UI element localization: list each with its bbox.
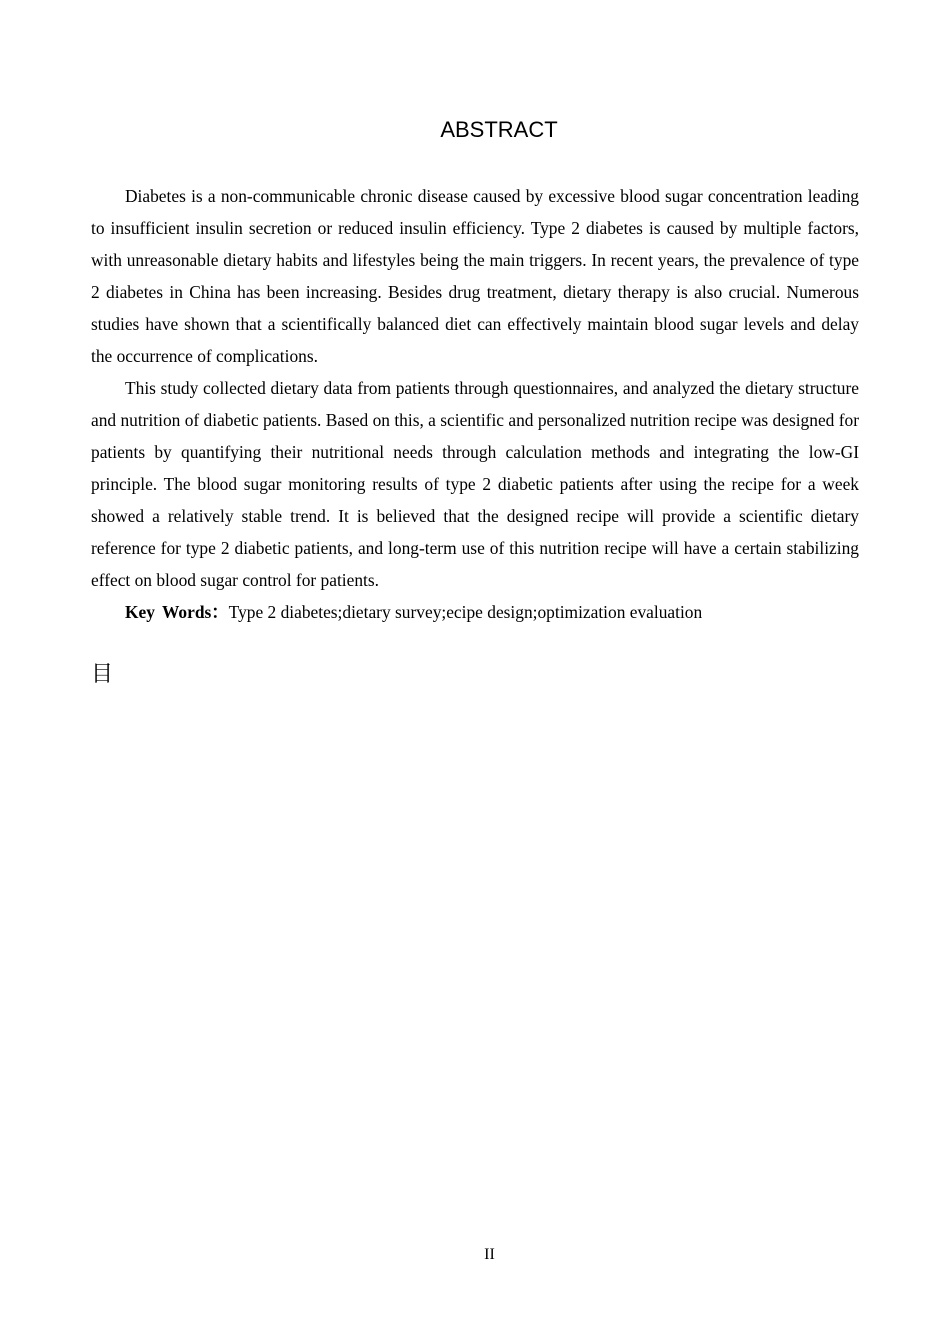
keywords-line: [91, 596, 859, 628]
page-number: II: [484, 1246, 495, 1263]
toc-heading: 目: [91, 662, 114, 687]
abstract-body: [91, 180, 859, 628]
keywords-label: Key Words: [125, 602, 212, 622]
abstract-title: ABSTRACT: [440, 117, 558, 142]
keywords-separator: ：: [211, 602, 229, 622]
abstract-paragraph-2: This study collected dietary data from patients through questionnaires, and analyzed the dietary structure and nutrition of diabetic patients. Based on this, a scientific and personalized nutrition recipe was designed for patients by quantifying their nutritional needs through calculation methods and integrating the low-GI principle. The blood sugar monitoring results of type 2 diabetic patients after using the recipe for a week showed a relatively stable trend. It is believed that the designed recipe will provide a scientific dietary reference for type 2 diabetic patients, and long-term use of this nutrition recipe will have a certain stabilizing effect on blood sugar control for patients.: [91, 378, 859, 590]
keywords-value: Type 2 diabetes;dietary survey;ecipe design;optimization evaluation: [228, 602, 703, 622]
abstract-paragraph-1: Diabetes is a non-communicable chronic disease caused by excessive blood sugar concentration leading to insufficient insulin secretion or reduced insulin efficiency. Type 2 diabetes is caused by multiple factors, with unreasonable dietary habits and lifestyles being the main triggers. In recent years, the prevalence of type 2 diabetes in China has been increasing. Besides drug treatment, dietary therapy is also crucial. Numerous studies have shown that a scientifically balanced diet can effectively maintain blood sugar levels and delay the occurrence of complications.: [91, 186, 859, 366]
